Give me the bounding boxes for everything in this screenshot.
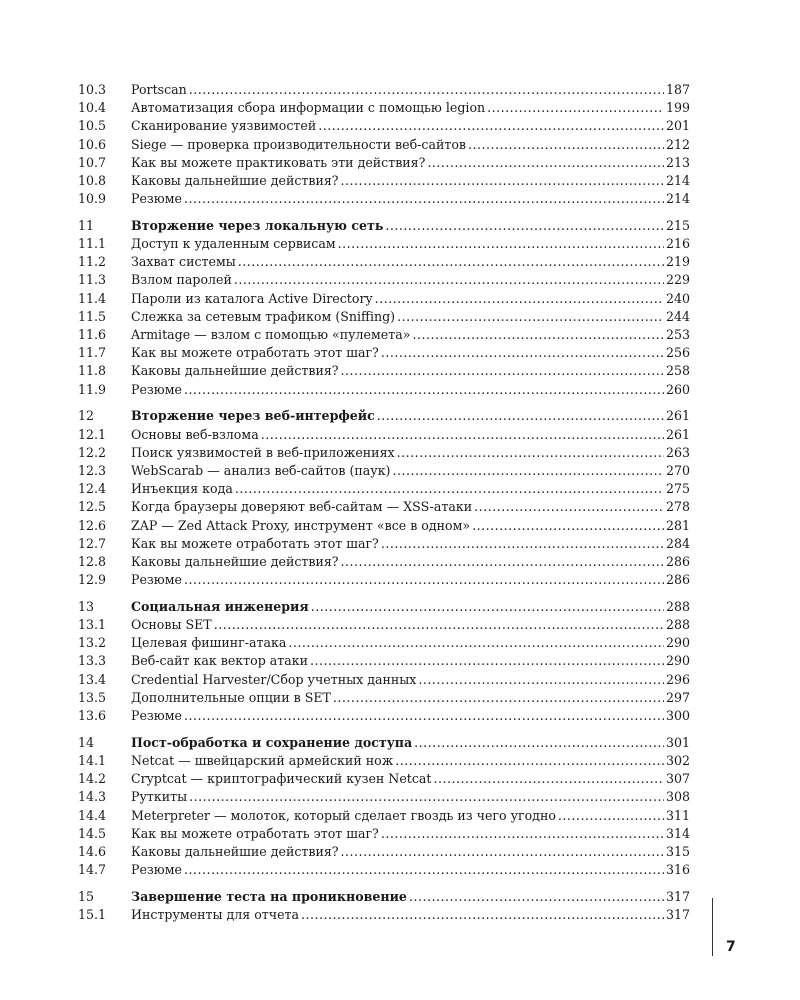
entry-page: 213 — [665, 154, 690, 170]
entry-page: 316 — [665, 862, 690, 878]
chapter-title: Вторжение через веб-интерфейс — [131, 408, 375, 424]
dot-leader — [341, 553, 664, 571]
dot-leader — [385, 217, 664, 235]
dot-leader — [341, 172, 664, 190]
toc-entry[interactable] — [78, 235, 690, 253]
entry-page: 286 — [665, 572, 690, 588]
toc-entry[interactable] — [78, 571, 690, 589]
toc-entry[interactable] — [78, 906, 690, 924]
entry-page: 286 — [665, 553, 690, 569]
entry-title: Пароли из каталога Active Directory — [131, 290, 373, 306]
group-spacer — [78, 589, 690, 598]
toc-entry[interactable] — [78, 861, 690, 879]
entry-page: 296 — [665, 671, 690, 687]
group-spacer — [78, 725, 690, 734]
entry-title: Portscan — [131, 82, 187, 97]
entry-number: 13.4 — [78, 671, 107, 687]
dot-leader — [311, 598, 664, 616]
entry-page: 275 — [665, 481, 690, 497]
entry-number: 11.1 — [78, 236, 107, 252]
toc-chapter-entry[interactable] — [78, 407, 690, 425]
toc-entry[interactable] — [78, 843, 690, 861]
toc-entry[interactable] — [78, 652, 690, 670]
entry-page: 240 — [665, 290, 690, 306]
toc-entry[interactable] — [78, 707, 690, 725]
entry-number: 14.1 — [78, 752, 107, 768]
toc-entry[interactable] — [78, 190, 690, 208]
chapter-number: 13 — [78, 598, 95, 614]
toc-entry[interactable] — [78, 825, 690, 843]
dot-leader — [472, 517, 664, 535]
entry-number: 13.5 — [78, 689, 107, 705]
entry-number: 10.4 — [78, 100, 107, 116]
entry-number: 10.3 — [78, 82, 107, 97]
entry-page: 212 — [665, 136, 690, 152]
entry-number: 13.2 — [78, 635, 107, 651]
entry-title: Взлом паролей — [131, 272, 232, 288]
table-of-contents — [78, 81, 690, 924]
dot-leader — [261, 426, 664, 444]
entry-page: 229 — [665, 272, 690, 288]
toc-entry[interactable] — [78, 788, 690, 806]
entry-title: Siege — проверка производительности веб-сайтов — [131, 136, 467, 152]
entry-page: 256 — [665, 345, 690, 361]
toc-chapter-entry[interactable] — [78, 598, 690, 616]
toc-entry[interactable] — [78, 498, 690, 516]
entry-number: 14.6 — [78, 843, 107, 859]
entry-page: 258 — [665, 363, 690, 379]
entry-number: 12.5 — [78, 499, 107, 515]
dot-leader — [414, 734, 664, 752]
entry-number: 11.2 — [78, 254, 107, 270]
entry-title: Резюме — [131, 862, 183, 878]
entry-page: 315 — [665, 843, 690, 859]
page-number: 7 — [726, 939, 736, 955]
dot-leader — [238, 253, 664, 271]
entry-number: 10.5 — [78, 118, 107, 134]
group-spacer — [78, 399, 690, 408]
dot-leader — [184, 190, 664, 208]
entry-page: 301 — [665, 734, 690, 750]
entry-page: 288 — [665, 598, 690, 614]
entry-title: Netcat — швейцарский армейский нож — [131, 752, 394, 768]
entry-number: 10.7 — [78, 154, 107, 170]
dot-leader — [381, 344, 664, 362]
entry-number: 10.8 — [78, 172, 107, 188]
entry-page: 260 — [665, 381, 690, 397]
entry-page: 317 — [665, 888, 690, 904]
toc-chapter-entry[interactable] — [78, 888, 690, 906]
dot-leader — [189, 81, 664, 99]
entry-title: Автоматизация сбора информации с помощью legion — [131, 100, 486, 116]
entry-page: 216 — [665, 236, 690, 252]
dot-leader — [310, 652, 664, 670]
entry-page: 201 — [665, 118, 690, 134]
entry-number: 14.7 — [78, 862, 107, 878]
entry-number: 14.3 — [78, 789, 107, 805]
dot-leader — [214, 616, 664, 634]
dot-leader — [338, 235, 664, 253]
entry-title: Когда браузеры доверяют веб-сайтам — XSS-атаки — [131, 499, 473, 515]
toc-entry[interactable] — [78, 770, 690, 788]
entry-number: 12.4 — [78, 481, 107, 497]
entry-number: 12.2 — [78, 444, 107, 460]
entry-number: 11.8 — [78, 363, 107, 379]
chapter-number: 15 — [78, 888, 95, 904]
dot-leader — [381, 535, 664, 553]
entry-page: 214 — [665, 172, 690, 188]
entry-number: 11.3 — [78, 272, 107, 288]
entry-page: 308 — [665, 789, 690, 805]
dot-leader — [558, 807, 664, 825]
entry-title: Cryptcat — криптографический кузен Netcat — [131, 771, 432, 787]
entry-title: WebScarab — анализ веб-сайтов (паук) — [131, 462, 391, 478]
dot-leader — [377, 407, 664, 425]
entry-number: 12.6 — [78, 517, 107, 533]
entry-title: Инъекция кода — [131, 481, 233, 497]
toc-entry[interactable] — [78, 480, 690, 498]
toc-chapter-entry[interactable] — [78, 217, 690, 235]
entry-title: Каковы дальнейшие действия? — [131, 553, 339, 569]
entry-title: Как вы можете практиковать эти действия? — [131, 154, 426, 170]
chapter-number: 11 — [78, 217, 95, 233]
toc-entry[interactable] — [78, 381, 690, 399]
toc-entry[interactable] — [78, 616, 690, 634]
toc-entry[interactable] — [78, 535, 690, 553]
entry-title: Доступ к удаленным сервисам — [131, 236, 336, 252]
dot-leader — [184, 571, 664, 589]
entry-title: Поиск уязвимостей в веб-приложениях — [131, 444, 395, 460]
chapter-number: 12 — [78, 408, 95, 424]
entry-page: 219 — [665, 254, 690, 270]
dot-leader — [189, 788, 664, 806]
entry-title: Каковы дальнейшие действия? — [131, 363, 339, 379]
dot-leader — [487, 99, 664, 117]
entry-number: 14.5 — [78, 825, 107, 841]
entry-page: 314 — [665, 825, 690, 841]
entry-number: 14.2 — [78, 771, 107, 787]
entry-number: 11.6 — [78, 327, 107, 343]
entry-title: Резюме — [131, 381, 183, 397]
dot-leader — [412, 326, 664, 344]
entry-title: Резюме — [131, 707, 183, 723]
entry-number: 12.7 — [78, 535, 107, 551]
entry-title: Armitage — взлом с помощью «пулемета» — [131, 327, 411, 343]
toc-entry[interactable] — [78, 671, 690, 689]
toc-entry[interactable] — [78, 344, 690, 362]
entry-number: 13.3 — [78, 653, 107, 669]
toc-entry[interactable] — [78, 136, 690, 154]
toc-entry[interactable] — [78, 634, 690, 652]
dot-leader — [474, 498, 664, 516]
dot-leader — [397, 444, 664, 462]
toc-group-11 — [78, 217, 690, 399]
entry-title: Как вы можете отработать этот шаг? — [131, 825, 379, 841]
entry-title: Инструменты для отчета — [131, 907, 300, 923]
dot-leader — [288, 634, 664, 652]
dot-leader — [341, 362, 664, 380]
entry-title: Резюме — [131, 191, 183, 207]
dot-leader — [409, 888, 664, 906]
entry-page: 307 — [665, 771, 690, 787]
entry-number: 15.1 — [78, 907, 107, 923]
dot-leader — [341, 843, 664, 861]
entry-number: 12.3 — [78, 462, 107, 478]
dot-leader — [318, 117, 664, 135]
entry-number: 13.6 — [78, 707, 107, 723]
toc-entry[interactable] — [78, 308, 690, 326]
chapter-number: 14 — [78, 734, 95, 750]
entry-page: 297 — [665, 689, 690, 705]
entry-page: 215 — [665, 217, 690, 233]
entry-title: Каковы дальнейшие действия? — [131, 172, 339, 188]
dot-leader — [392, 462, 663, 480]
entry-title: Основы веб-взлома — [131, 426, 259, 442]
entry-page: 199 — [665, 100, 690, 116]
entry-page: 290 — [665, 653, 690, 669]
entry-page: 261 — [665, 426, 690, 442]
chapter-title: Пост-обработка и сохранение доступа — [131, 734, 413, 750]
toc-entry[interactable] — [78, 752, 690, 770]
entry-page: 253 — [665, 327, 690, 343]
dot-leader — [333, 689, 664, 707]
dot-leader — [234, 271, 664, 289]
toc-group-14 — [78, 734, 690, 880]
toc-group-12 — [78, 407, 690, 589]
entry-number: 11.5 — [78, 308, 107, 324]
toc-entry[interactable] — [78, 154, 690, 172]
entry-title: Credential Harvester/Сбор учетных данных — [131, 671, 417, 687]
dot-leader — [468, 136, 664, 154]
entry-title: Сканирование уязвимостей — [131, 118, 317, 134]
entry-number: 12.9 — [78, 572, 107, 588]
entry-page: 214 — [665, 191, 690, 207]
dot-leader — [381, 825, 664, 843]
entry-title: Каковы дальнейшие действия? — [131, 843, 339, 859]
entry-title: Meterpreter — молоток, который сделает гвоздь из чего угодно — [131, 807, 556, 823]
entry-title: Целевая фишинг-атака — [131, 635, 287, 651]
entry-page: 284 — [665, 535, 690, 551]
entry-number: 10.6 — [78, 136, 107, 152]
entry-number: 12.1 — [78, 426, 107, 442]
entry-number: 12.8 — [78, 553, 107, 569]
entry-title: Слежка за сетевым трафиком (Sniffing) — [131, 308, 396, 324]
chapter-title: Завершение теста на проникновение — [131, 888, 407, 904]
toc-chapter-entry[interactable] — [78, 734, 690, 752]
entry-number: 13.1 — [78, 617, 107, 633]
entry-number: 11.7 — [78, 345, 107, 361]
dot-leader — [418, 671, 664, 689]
entry-page: 244 — [665, 308, 690, 324]
entry-number: 10.9 — [78, 191, 107, 207]
entry-page: 270 — [665, 462, 690, 478]
toc-entry[interactable] — [78, 462, 690, 480]
dot-leader — [184, 861, 664, 879]
dot-leader — [395, 752, 664, 770]
entry-title: Веб-сайт как вектор атаки — [131, 653, 309, 669]
entry-page: 302 — [665, 752, 690, 768]
entry-title: Как вы можете отработать этот шаг? — [131, 345, 379, 361]
chapter-title: Социальная инженерия — [131, 598, 309, 614]
entry-title: Основы SET — [131, 617, 212, 633]
toc-entry[interactable] — [78, 172, 690, 190]
toc-entry[interactable] — [78, 290, 690, 308]
dot-leader — [375, 290, 664, 308]
toc-entry[interactable] — [78, 81, 690, 99]
entry-page: 281 — [665, 517, 690, 533]
entry-title: ZAP — Zed Attack Proxy, инструмент «все в одном» — [131, 517, 471, 533]
dot-leader — [301, 906, 664, 924]
toc-entry[interactable] — [78, 553, 690, 571]
toc-entry[interactable] — [78, 117, 690, 135]
entry-page: 317 — [665, 907, 690, 923]
toc-entry[interactable] — [78, 517, 690, 535]
toc-entry[interactable] — [78, 99, 690, 117]
entry-title: Как вы можете отработать этот шаг? — [131, 535, 379, 551]
dot-leader — [433, 770, 663, 788]
toc-entry[interactable] — [78, 271, 690, 289]
toc-entry[interactable] — [78, 444, 690, 462]
toc-group-15 — [78, 888, 690, 924]
dot-leader — [184, 381, 664, 399]
toc-group-10 — [78, 81, 690, 208]
entry-page: 261 — [665, 408, 690, 424]
entry-page: 263 — [665, 444, 690, 460]
entry-page: 290 — [665, 635, 690, 651]
entry-number: 14.4 — [78, 807, 107, 823]
entry-title: Резюме — [131, 572, 183, 588]
entry-title: Захват системы — [131, 254, 236, 270]
toc-group-13 — [78, 598, 690, 725]
entry-page: 288 — [665, 617, 690, 633]
toc-entry[interactable] — [78, 689, 690, 707]
entry-page: 300 — [665, 707, 690, 723]
toc-entry[interactable] — [78, 326, 690, 344]
dot-leader — [184, 707, 664, 725]
group-spacer — [78, 879, 690, 888]
group-spacer — [78, 208, 690, 217]
toc-entry[interactable] — [78, 807, 690, 825]
page-margin-rule — [712, 898, 713, 956]
entry-page: 311 — [665, 807, 690, 823]
dot-leader — [427, 154, 664, 172]
entry-page: 187 — [665, 82, 690, 97]
entry-number: 11.4 — [78, 290, 107, 306]
entry-title: Руткиты — [131, 789, 188, 805]
entry-number: 11.9 — [78, 381, 107, 397]
dot-leader — [235, 480, 664, 498]
entry-title: Дополнительные опции в SET — [131, 689, 331, 705]
toc-entry[interactable] — [78, 253, 690, 271]
dot-leader — [397, 308, 664, 326]
entry-page: 278 — [665, 499, 690, 515]
toc-entry[interactable] — [78, 426, 690, 444]
toc-entry[interactable] — [78, 362, 690, 380]
chapter-title: Вторжение через локальную сеть — [131, 217, 384, 233]
